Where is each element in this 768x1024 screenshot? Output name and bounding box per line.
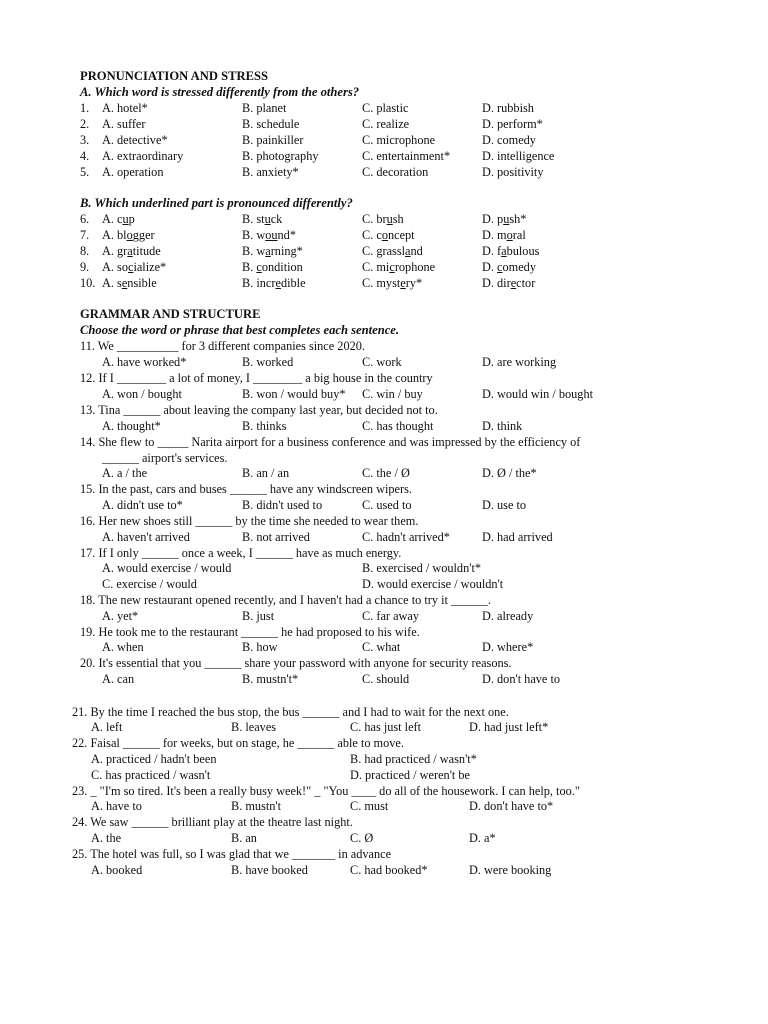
option-b: B. incredible (242, 276, 306, 290)
option-b: B. an (231, 831, 257, 845)
option-b: B. planet (242, 101, 287, 115)
option-d: D. practiced / weren't be (350, 768, 471, 782)
option-d: D. comedy (482, 133, 536, 147)
option-d: D. would exercise / wouldn't (362, 577, 504, 591)
option-b: B. exercised / wouldn't* (362, 561, 482, 575)
option-c: C. had booked* (350, 863, 428, 877)
option-d: D. already (482, 609, 534, 623)
question-number: 5. (80, 165, 90, 179)
question-text: 23. _ "I'm so tired. It's been a really busy week!" _ "You ____ do all of the housework. I can help, too." (72, 784, 580, 798)
question-number: 1. (80, 101, 90, 115)
question-text-continued: ______ airport's services. (102, 451, 228, 465)
option-b: B. won / would buy* (242, 387, 346, 401)
option-a: A. practiced / hadn't been (91, 752, 217, 766)
option-d: D. director (482, 276, 536, 290)
option-a: A. when (102, 640, 144, 654)
option-b: B. didn't used to (242, 498, 323, 512)
option-c: C. what (362, 640, 401, 654)
option-b: B. an / an (242, 466, 290, 480)
option-d: D. are working (482, 355, 557, 369)
option-d: D. Ø / the* (482, 466, 537, 480)
option-d: D. use to (482, 498, 527, 512)
option-a: A. can (102, 672, 135, 686)
question-number: 3. (80, 133, 90, 147)
question-text: 24. We saw ______ brilliant play at the theatre last night. (72, 815, 353, 829)
option-a: A. gratitude (102, 244, 161, 258)
option-a: A. operation (102, 165, 164, 179)
option-c: C. has thought (362, 419, 434, 433)
option-a: A. yet* (102, 609, 139, 623)
option-a: A. socialize* (102, 260, 167, 274)
option-b: B. warning* (242, 244, 303, 258)
option-a: A. didn't use to* (102, 498, 183, 512)
section-title-pronunciation: PRONUNCIATION AND STRESS (80, 69, 269, 83)
option-a: A. suffer (102, 117, 146, 131)
instruction-pronunciation: B. Which underlined part is pronounced differently? (80, 196, 353, 210)
question-text: 17. If I only ______ once a week, I ______ have as much energy. (80, 546, 402, 560)
option-b: B. wound* (242, 228, 296, 242)
option-c: C. realize (362, 117, 410, 131)
option-c: C. work (362, 355, 402, 369)
option-c: C. decoration (362, 165, 429, 179)
option-c: C. grassland (362, 244, 423, 258)
option-c: C. microphone (362, 260, 436, 274)
option-c: C. brush (362, 212, 404, 226)
option-c: C. microphone (362, 133, 436, 147)
question-text: 11. We __________ for 3 different companies since 2020. (80, 339, 365, 353)
option-a: A. left (91, 720, 123, 734)
option-d: D. perform* (482, 117, 543, 131)
question-number: 8. (80, 244, 90, 258)
option-c: C. hadn't arrived* (362, 530, 450, 544)
option-b: B. worked (242, 355, 294, 369)
option-c: C. far away (362, 609, 420, 623)
option-b: B. mustn't* (242, 672, 299, 686)
question-text: 15. In the past, cars and buses ______ have any windscreen wipers. (80, 482, 412, 496)
option-a: A. would exercise / would (102, 561, 232, 575)
question-text: 20. It's essential that you ______ share your password with anyone for security reasons. (80, 656, 512, 670)
question-text: 25. The hotel was full, so I was glad that we _______ in advance (72, 847, 392, 861)
option-d: D. don't have to (482, 672, 561, 686)
option-d: D. push* (482, 212, 527, 226)
option-c: C. Ø (350, 831, 374, 845)
option-a: A. have to (91, 799, 142, 813)
question-number: 2. (80, 117, 90, 131)
option-d: D. had arrived (482, 530, 553, 544)
question-text: 14. She flew to _____ Narita airport for a business conference and was impressed by the efficiency of (80, 435, 581, 449)
option-a: A. cup (102, 212, 135, 226)
option-a: A. have worked* (102, 355, 187, 369)
option-a: A. detective* (102, 133, 168, 147)
option-c: C. win / buy (362, 387, 423, 401)
option-a: A. sensible (102, 276, 157, 290)
option-c: C. has practiced / wasn't (91, 768, 211, 782)
option-b: B. how (242, 640, 278, 654)
question-text: 13. Tina ______ about leaving the company last year, but decided not to. (80, 403, 438, 417)
option-a: A. haven't arrived (102, 530, 190, 544)
option-c: C. plastic (362, 101, 409, 115)
option-c: C. has just left (350, 720, 422, 734)
option-b: B. mustn't (231, 799, 282, 813)
option-b: B. photography (242, 149, 319, 163)
section-title-grammar: GRAMMAR AND STRUCTURE (80, 307, 261, 321)
option-b: B. condition (242, 260, 303, 274)
question-number: 9. (80, 260, 90, 274)
option-d: D. positivity (482, 165, 544, 179)
option-c: C. must (350, 799, 389, 813)
option-a: A. a / the (102, 466, 148, 480)
option-c: C. concept (362, 228, 415, 242)
question-text: 22. Faisal ______ for weeks, but on stage, he ______ able to move. (72, 736, 404, 750)
question-text: 18. The new restaurant opened recently, and I haven't had a chance to try it ______. (80, 593, 491, 607)
option-d: D. don't have to* (469, 799, 554, 813)
option-d: D. had just left* (469, 720, 549, 734)
option-c: C. entertainment* (362, 149, 451, 163)
question-text: 19. He took me to the restaurant ______ he had proposed to his wife. (80, 625, 420, 639)
option-a: A. thought* (102, 419, 161, 433)
option-c: C. should (362, 672, 410, 686)
question-text: 12. If I ________ a lot of money, I ________ a big house in the country (80, 371, 433, 385)
option-b: B. had practiced / wasn't* (350, 752, 477, 766)
option-b: B. painkiller (242, 133, 304, 147)
option-c: C. the / Ø (362, 466, 410, 480)
question-number: 6. (80, 212, 90, 226)
option-a: A. booked (91, 863, 143, 877)
option-d: D. would win / bought (482, 387, 594, 401)
option-c: C. mystery* (362, 276, 423, 290)
option-c: C. exercise / would (102, 577, 197, 591)
question-text: 21. By the time I reached the bus stop, the bus ______ and I had to wait for the next one. (72, 705, 509, 719)
option-d: D. where* (482, 640, 534, 654)
option-b: B. stuck (242, 212, 283, 226)
option-a: A. the (91, 831, 122, 845)
option-b: B. just (242, 609, 275, 623)
option-d: D. moral (482, 228, 526, 242)
instruction-stress: A. Which word is stressed differently from the others? (80, 85, 360, 99)
option-d: D. rubbish (482, 101, 534, 115)
option-a: A. blogger (102, 228, 155, 242)
option-d: D. fabulous (482, 244, 540, 258)
option-a: A. won / bought (102, 387, 182, 401)
option-b: B. schedule (242, 117, 300, 131)
question-number: 10. (80, 276, 96, 290)
option-d: D. intelligence (482, 149, 555, 163)
option-d: D. a* (469, 831, 496, 845)
option-d: D. think (482, 419, 523, 433)
option-b: B. anxiety* (242, 165, 299, 179)
option-b: B. leaves (231, 720, 277, 734)
option-b: B. have booked (231, 863, 308, 877)
option-a: A. extraordinary (102, 149, 184, 163)
option-a: A. hotel* (102, 101, 148, 115)
instruction-grammar: Choose the word or phrase that best completes each sentence. (80, 323, 400, 337)
option-c: C. used to (362, 498, 412, 512)
option-d: D. comedy (482, 260, 536, 274)
option-b: B. thinks (242, 419, 287, 433)
option-b: B. not arrived (242, 530, 310, 544)
question-number: 4. (80, 149, 90, 163)
question-number: 7. (80, 228, 90, 242)
question-text: 16. Her new shoes still ______ by the time she needed to wear them. (80, 514, 419, 528)
option-d: D. were booking (469, 863, 552, 877)
